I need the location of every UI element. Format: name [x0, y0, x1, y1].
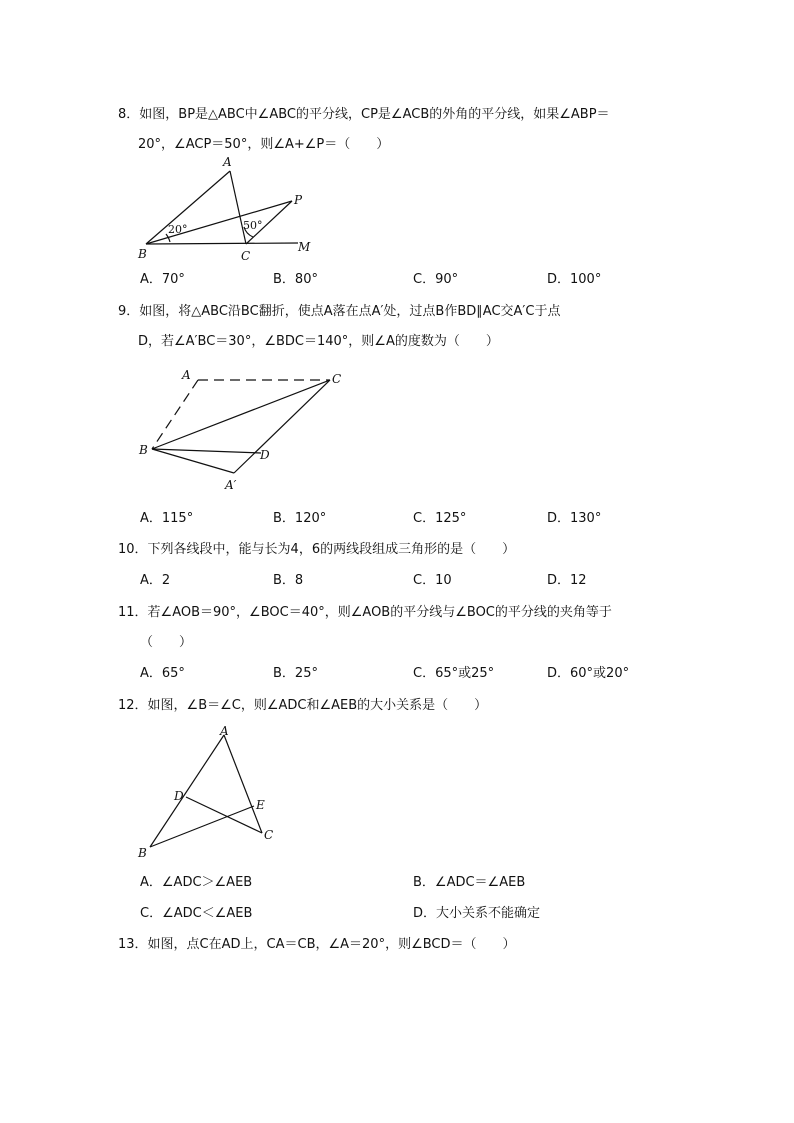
q12-label-e: E — [256, 798, 265, 812]
q9-option-a[interactable]: A．115° — [140, 511, 194, 526]
q8-label-p: P — [294, 193, 303, 207]
q9-figure — [130, 365, 360, 495]
q9-stem-line2: D，若∠A′BC＝30°，∠BDC＝140°，则∠A的度数为（ ） — [138, 334, 499, 349]
q8-label-b: B — [138, 247, 147, 261]
q8-angle-20: 20° — [168, 223, 188, 236]
q8-label-m: M — [298, 240, 311, 254]
q8-option-b[interactable]: B．80° — [273, 272, 318, 287]
q12-option-b[interactable]: B．∠ADC＝∠AEB — [413, 875, 526, 890]
q11-option-c[interactable]: C．65°或25° — [413, 666, 495, 681]
q10-stem: 10．下列各线段中，能与长为4，6的两线段组成三角形的是（ ） — [118, 542, 516, 557]
q8-option-d[interactable]: D．100° — [547, 272, 602, 287]
q8-option-a[interactable]: A．70° — [140, 272, 185, 287]
q11-stem-line1: 11．若∠AOB＝90°，∠BOC＝40°，则∠AOB的平分线与∠BOC的平分线的夹角等于 — [118, 605, 612, 620]
q8-angle-50: 50° — [243, 219, 263, 232]
q9-label-a: A — [182, 368, 191, 382]
q9-option-d[interactable]: D．130° — [547, 511, 602, 526]
q9-label-c: C — [332, 372, 342, 386]
q9-label-d: D — [260, 448, 270, 462]
q8-stem-line2: 20°，∠ACP＝50°，则∠A+∠P＝（ ） — [138, 137, 390, 152]
q11-option-a[interactable]: A．65° — [140, 666, 185, 681]
q8-option-c[interactable]: C．90° — [413, 272, 459, 287]
q8-label-a: A — [223, 155, 232, 169]
q12-label-d: D — [174, 789, 184, 803]
q12-label-c: C — [264, 828, 274, 842]
q11-option-b[interactable]: B．25° — [273, 666, 318, 681]
q12-label-a: A — [220, 724, 229, 738]
q10-option-a[interactable]: A．2 — [140, 573, 171, 588]
q9-stem-line1: 9．如图，将△ABC沿BC翻折，使点A落在点A′处，过点B作BD∥AC交A′C于点 — [118, 304, 561, 319]
q12-figure — [130, 722, 290, 862]
q12-option-d[interactable]: D．大小关系不能确定 — [413, 906, 541, 921]
q9-label-a-prime: A′ — [225, 478, 237, 492]
q12-option-a[interactable]: A．∠ADC＞∠AEB — [140, 875, 253, 890]
q9-option-c[interactable]: C．125° — [413, 511, 467, 526]
q12-label-b: B — [138, 846, 147, 860]
q12-option-c[interactable]: C．∠ADC＜∠AEB — [140, 906, 253, 921]
q8-stem-line1: 8．如图，BP是△ABC中∠ABC的平分线，CP是∠ACB的外角的平分线，如果∠ABP＝ — [118, 107, 610, 122]
q8-figure — [130, 152, 330, 262]
q13-stem: 13．如图，点C在AD上，CA＝CB，∠A＝20°，则∠BCD＝（ ） — [118, 937, 516, 952]
q10-option-c[interactable]: C．10 — [413, 573, 452, 588]
q12-stem: 12．如图，∠B＝∠C，则∠ADC和∠AEB的大小关系是（ ） — [118, 698, 488, 713]
q9-label-b: B — [139, 443, 148, 457]
q8-label-c: C — [241, 249, 251, 263]
q11-option-d[interactable]: D．60°或20° — [547, 666, 630, 681]
q11-stem-line2: （ ） — [140, 635, 193, 650]
q9-option-b[interactable]: B．120° — [273, 511, 327, 526]
q10-option-d[interactable]: D．12 — [547, 573, 587, 588]
q10-option-b[interactable]: B．8 — [273, 573, 304, 588]
